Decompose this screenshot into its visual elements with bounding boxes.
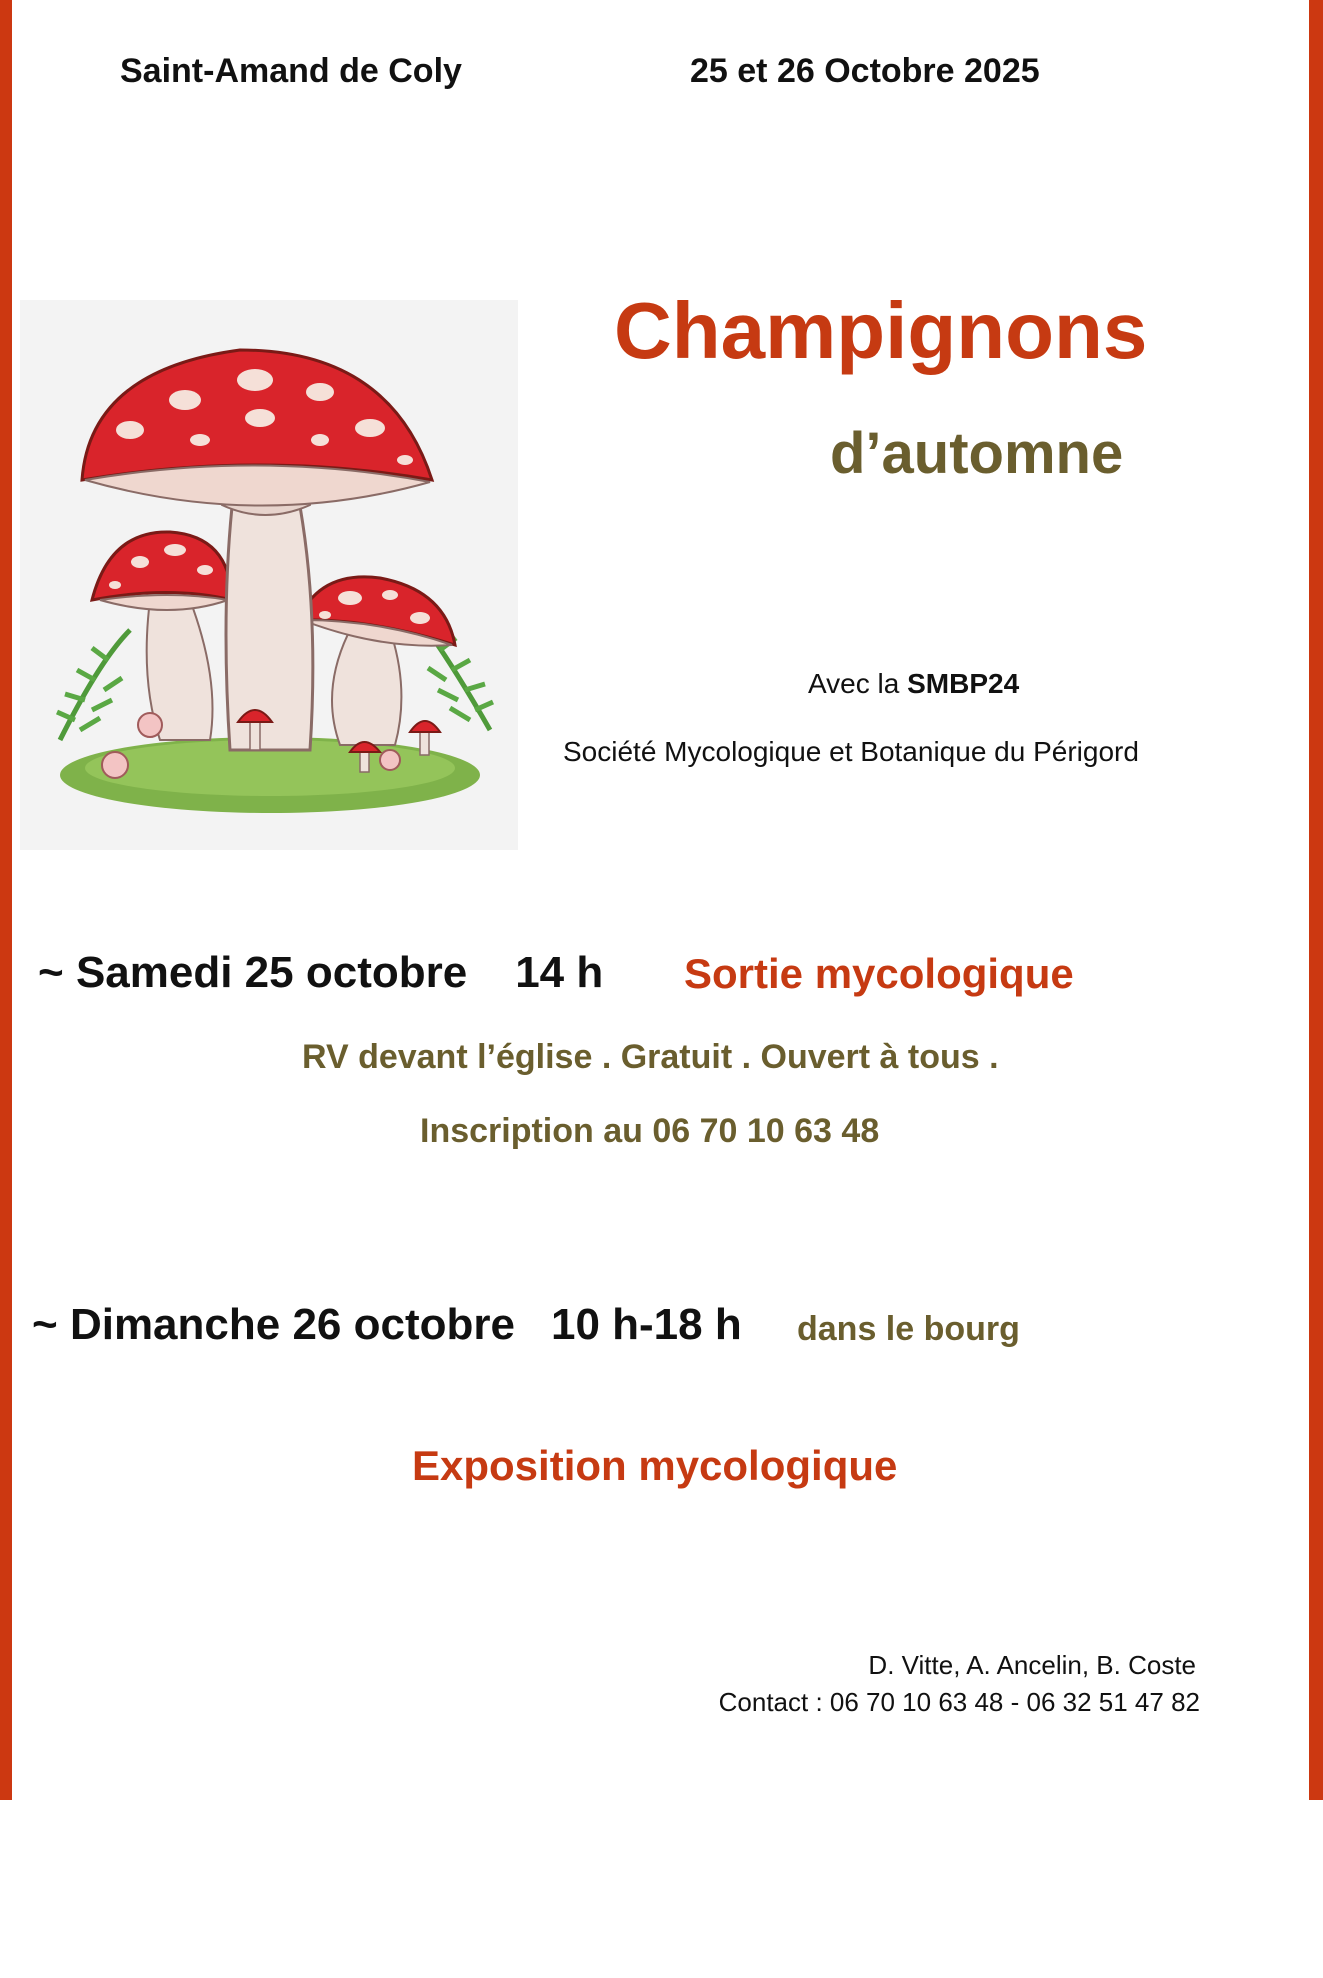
footer-names: D. Vitte, A. Ancelin, B. Coste (868, 1650, 1196, 1680)
sunday-time: 10 h-18 h (550, 1300, 742, 1349)
saturday-info: RV devant l’église . Gratuit . Ouvert à tous . (302, 1038, 999, 1076)
sunday-line (32, 1300, 742, 1350)
saturday-day: Samedi 25 octobre (75, 948, 468, 997)
right-border-stripe (1309, 0, 1323, 1800)
saturday-line (38, 948, 603, 998)
organizer-acronym: SMBP24 (907, 668, 1020, 699)
title-main: Champignons (614, 286, 1148, 375)
mushroom-illustration (20, 300, 518, 850)
organizer-prefix: Avec la (808, 668, 908, 699)
sunday-tilde: ~ (32, 1300, 58, 1349)
left-border-stripe (0, 0, 12, 1800)
header-location: Saint-Amand de Coly (120, 52, 462, 90)
mushroom-icon (20, 300, 518, 850)
organizer-line (808, 668, 1019, 700)
sunday-day: Dimanche 26 octobre (69, 1300, 515, 1349)
saturday-tilde: ~ (38, 948, 64, 997)
saturday-time: 14 h (515, 948, 604, 997)
organizer-full-name: Société Mycologique et Botanique du Périgord (563, 736, 1139, 767)
sunday-where: dans le bourg (797, 1310, 1020, 1348)
footer-contact: Contact : 06 70 10 63 48 - 06 32 51 47 82 (718, 1687, 1200, 1717)
sunday-activity: Exposition mycologique (412, 1442, 898, 1489)
header-dates: 25 et 26 Octobre 2025 (690, 52, 1040, 90)
saturday-activity: Sortie mycologique (684, 950, 1074, 997)
saturday-registration: Inscription au 06 70 10 63 48 (420, 1112, 880, 1150)
title-sub: d’automne (830, 421, 1124, 486)
